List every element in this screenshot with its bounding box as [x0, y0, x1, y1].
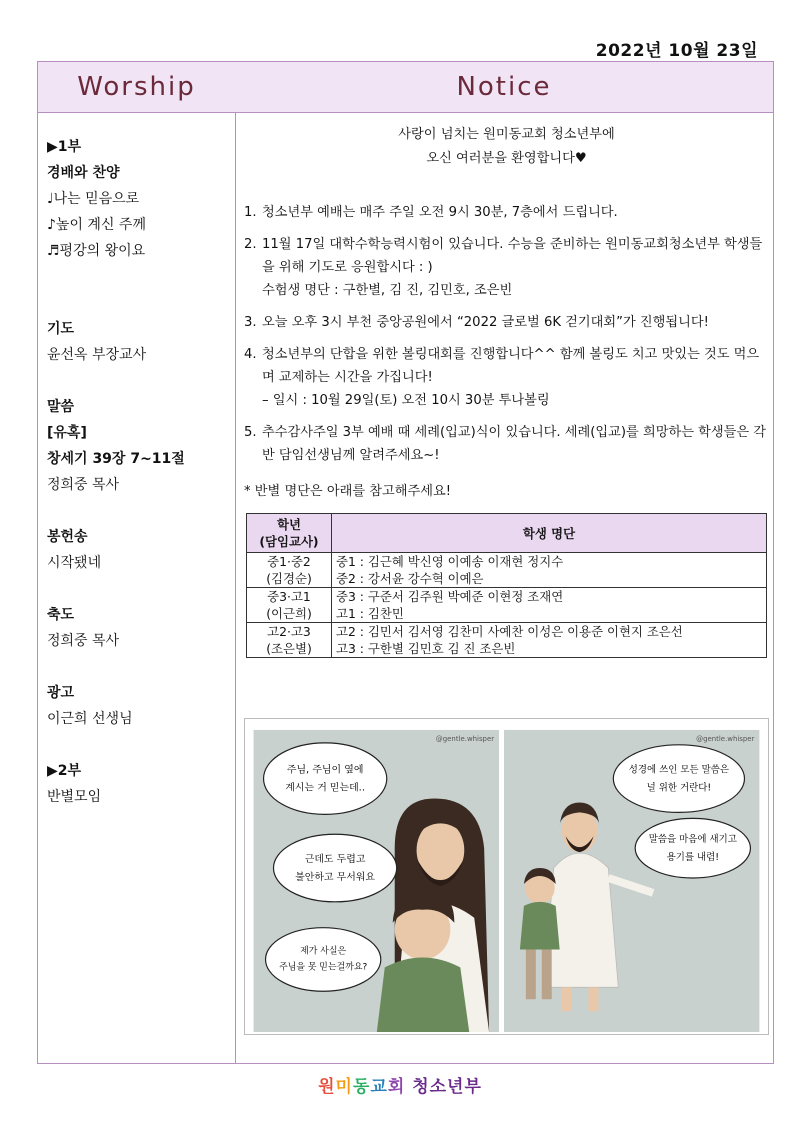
notice-text: – 일시 : 10월 29일(토) 오전 10시 30분 투나볼링	[262, 393, 550, 408]
speech-bubble	[264, 743, 387, 815]
sermon-person: 정희중 목사	[47, 477, 120, 493]
bubble-text: 계시는 거 믿는데..	[285, 782, 366, 794]
footer-char: 동	[352, 1077, 371, 1097]
teacher-text: (이근희)	[266, 606, 312, 621]
speech-bubble	[273, 834, 396, 902]
bubble-text: 말씀을 마음에 새기고	[648, 834, 737, 846]
part1-label: ▶1부	[47, 139, 82, 155]
bubble-text: 주님, 주님이 옆에	[286, 764, 364, 776]
names-line: 중3 : 구준서 김주원 박예준 이현정 조재연	[336, 589, 564, 604]
bubble-text: 주님을 못 믿는걸까요?	[279, 962, 368, 973]
grade-cell	[247, 623, 332, 658]
speech-bubble	[635, 818, 750, 878]
grade-text: 중3·고1	[267, 589, 311, 604]
part2-text: 반별모임	[47, 789, 102, 805]
notice-text: 오늘 오후 3시 부천 중앙공원에서 “2022 글로벌 6K 걷기대회”가 진행됩니다!	[262, 315, 709, 330]
ads-person: 이근희 선생님	[47, 711, 133, 727]
grade-header-text: 학년	[277, 517, 301, 532]
teacher-text: (김경순)	[266, 571, 312, 586]
names-cell	[332, 553, 767, 588]
notice-header: Notice	[235, 62, 773, 113]
bubble-text: 근데도 두렵고	[304, 854, 366, 866]
notice-number: 2.	[244, 237, 257, 252]
notice-item	[244, 233, 769, 302]
names-line: 중1 : 김근혜 박신영 이예송 이재현 정지수	[336, 554, 564, 569]
names-line: 중2 : 강서윤 강수혁 이예은	[336, 571, 484, 586]
blessing-person: 정희중 목사	[47, 633, 120, 649]
grade-cell	[247, 588, 332, 623]
notice-section	[244, 123, 769, 658]
bubble-text: 용기를 내렴!	[666, 852, 720, 864]
bubble-text: 제가 사실은	[300, 946, 347, 957]
grade-column-header	[247, 514, 332, 553]
notice-text: 청소년부 예배는 매주 주일 오전 9시 30분, 7층에서 드립니다.	[262, 205, 618, 220]
notice-item	[244, 201, 769, 224]
bulletin-date: 2022년 10월 23일	[595, 41, 758, 61]
column-divider	[235, 112, 236, 1063]
notice-number: 5.	[244, 425, 257, 440]
footer-char: 회	[387, 1077, 406, 1097]
table-row	[247, 623, 767, 658]
notice-item	[244, 421, 769, 467]
names-cell	[332, 588, 767, 623]
names-line: 고3 : 구한별 김민호 김 진 조은빈	[336, 641, 516, 656]
names-cell	[332, 623, 767, 658]
notice-text: 추수감사주일 3부 예배 때 세례(입교)식이 있습니다. 세례(입교)를 희망하는 학생들은 각반 담임선생님께 알려주세요~!	[262, 425, 767, 463]
prayer-title: 기도	[47, 321, 75, 337]
worship-order	[47, 134, 227, 810]
footer-char: 원	[318, 1077, 336, 1097]
names-line: 고1 : 김찬민	[336, 606, 404, 621]
table-header-row	[247, 514, 767, 553]
footer-char: 교	[370, 1077, 388, 1097]
names-line: 고2 : 김민서 김서영 김찬미 사예찬 이성은 이용준 이현지 조은선	[336, 624, 683, 639]
grade-text: 고2·고3	[267, 624, 311, 639]
welcome-message	[244, 123, 769, 171]
welcome-line: 사랑이 넘치는 원미동교회 청소년부에	[398, 127, 615, 142]
grade-cell	[247, 553, 332, 588]
sermon-title: 말씀	[47, 399, 75, 415]
notice-text: 수험생 명단 : 구한별, 김 진, 김민호, 조은빈	[262, 283, 513, 298]
bubble-text: 널 위한 거란다!	[646, 782, 712, 794]
speech-bubble	[266, 928, 381, 992]
bulletin-frame	[37, 61, 774, 1064]
worship-header: Worship	[38, 62, 236, 113]
table-row	[247, 588, 767, 623]
bubble-text: 불안하고 무서워요	[295, 871, 376, 883]
notice-number: 3.	[244, 315, 257, 330]
sermon-subject: [유혹]	[47, 425, 87, 441]
song-item: ♩나는 믿음으로	[47, 191, 140, 207]
grade-text: 중1·중2	[267, 554, 311, 569]
ads-title: 광고	[47, 685, 75, 701]
watermark-text: @gentle.whisper	[435, 734, 495, 743]
names-column-header: 학생 명단	[332, 514, 767, 553]
notice-text: 청소년부의 단합을 위한 볼링대회를 진행합니다^^ 함께 볼링도 치고 맛있는 것도 먹으며 교제하는 시간을 가집니다!	[262, 347, 760, 385]
song-item: ♪높이 계신 주께	[47, 217, 146, 233]
offering-song: 시작됐네	[47, 555, 102, 571]
teacher-header-text: (담임교사)	[259, 534, 319, 549]
class-list-note: * 반별 명단은 아래를 참고해주세요!	[244, 484, 451, 499]
class-roster-table	[246, 513, 767, 658]
bubble-text: 성경에 쓰인 모든 말씀은	[628, 764, 729, 776]
offering-title: 봉헌송	[47, 529, 88, 545]
footer-department: 청소년부	[412, 1077, 482, 1097]
song-item: ♬평강의 왕이요	[47, 243, 146, 259]
notice-number: 4.	[244, 347, 257, 362]
notice-number: 1.	[244, 205, 257, 220]
speech-bubble	[613, 745, 744, 813]
notice-item	[244, 343, 769, 412]
notice-text: 11월 17일 대학수학능력시험이 있습니다. 수능을 준비하는 원미동교회청소년부 학생들을 위해 기도로 응원합시다 : )	[262, 237, 763, 275]
welcome-line: 오신 여러분을 환영합니다♥	[426, 151, 587, 166]
blessing-title: 축도	[47, 607, 75, 623]
teacher-text: (조은별)	[266, 641, 312, 656]
footer-char: 미	[335, 1077, 353, 1097]
comic-illustration	[244, 718, 769, 1035]
sermon-scripture: 창세기 39장 7~11절	[47, 451, 185, 467]
praise-title: 경배와 찬양	[47, 165, 120, 181]
part2-label: ▶2부	[47, 763, 82, 779]
notice-item	[244, 311, 769, 334]
church-name-footer	[0, 1072, 800, 1097]
watermark-text: @gentle.whisper	[696, 734, 755, 743]
table-row	[247, 553, 767, 588]
prayer-person: 윤선옥 부장교사	[47, 347, 147, 363]
